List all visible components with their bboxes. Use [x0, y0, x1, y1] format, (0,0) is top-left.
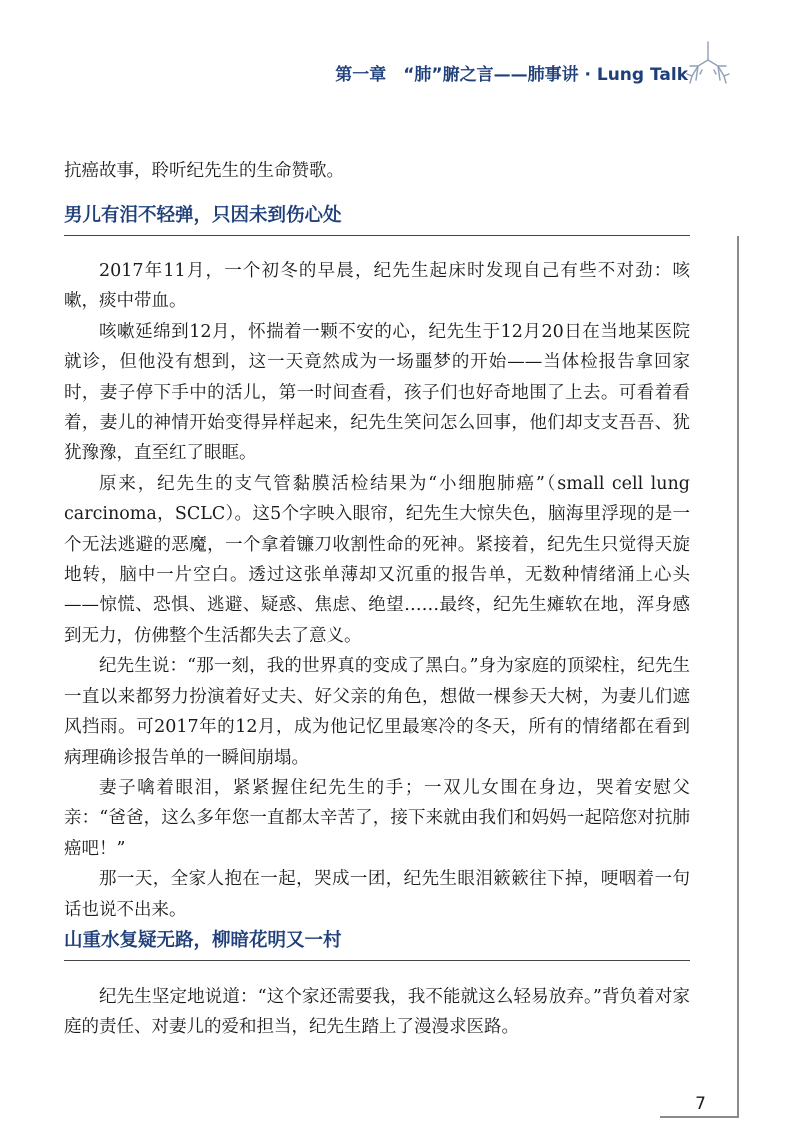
- paragraph: 纪先生说：“那一刻，我的世界真的变成了黑白。”身为家庭的顶梁柱，纪先生一直以来都努力扮演着好丈夫、好父亲的角色，想做一棵参天大树，为妻儿们遮风挡雨。可2017年的12月，成为他记忆里最寒冷的冬天，所有的情绪都在看到病理确诊报告单的一瞬间崩塌。: [64, 656, 690, 768]
- intro-text: 抗癌故事，聆听纪先生的生命赞歌。: [64, 161, 344, 181]
- section-title-2: 山重水复疑无路，柳暗花明又一村: [64, 928, 690, 961]
- paragraph: 纪先生坚定地说道：“这个家还需要我，我不能就这么轻易放弃。”背负着对家庭的责任、对妻儿的爱和担当，纪先生踏上了漫漫求医路。: [64, 987, 690, 1038]
- paragraph: 原来，纪先生的支气管黏膜活检结果为“小细胞肺癌”（small cell lung carcinoma，SCLC）。这5个字映入眼帘，纪先生大惊失色，脑海里浮现的是一个无法逃避的恶魔，一个拿着镰刀收割性命的死神。紧接着，纪先生只觉得天旋地转，脑中一片空白。透过这张单薄却又沉重的报告单，无数种情绪涌上心头——惊慌、恐惧、逃避、疑惑、焦虑、绝望……最终，纪先生瘫软在地，浑身感到无力，仿佛整个生活都失去了意义。: [64, 473, 690, 646]
- paragraph: 2017年11月，一个初冬的早晨，纪先生起床时发现自己有些不对劲：咳嗽，痰中带血。: [64, 261, 690, 312]
- paragraph: 咳嗽延绵到12月，怀揣着一颗不安的心，纪先生于12月20日在当地某医院就诊，但他没有想到，这一天竟然成为一场噩梦的开始——当体检报告拿回家时，妻子停下手中的活儿，第一时间查看，孩子们也好奇地围了上去。可看着看着，妻儿的神情开始变得异样起来，纪先生笑问怎么回事，他们却支支吾吾、犹犹豫豫，直至红了眼眶。: [64, 321, 690, 464]
- paragraph: 那一天，全家人抱在一起，哭成一团，纪先生眼泪簌簌往下掉，哽咽着一句话也说不出来。: [64, 869, 690, 920]
- paragraph: 妻子噙着眼泪，紧紧握住纪先生的手；一双儿女围在身边，哭着安慰父亲：“爸爸，这么多年您一直都太辛苦了，接下来就由我们和妈妈一起陪您对抗肺癌吧！”: [64, 777, 690, 859]
- section-title-1: 男儿有泪不轻弹，只因未到伤心处: [64, 203, 690, 236]
- section-1-body: [64, 256, 690, 925]
- running-header: 第一章 “肺”腑之言——肺事讲 · Lung Talk: [335, 65, 688, 85]
- lung-icon: [684, 40, 732, 86]
- page-frame-vertical: [737, 236, 739, 1118]
- section-2-body: [64, 982, 690, 1043]
- page-frame-bottom: [660, 1116, 739, 1118]
- page-number: 7: [695, 1094, 706, 1114]
